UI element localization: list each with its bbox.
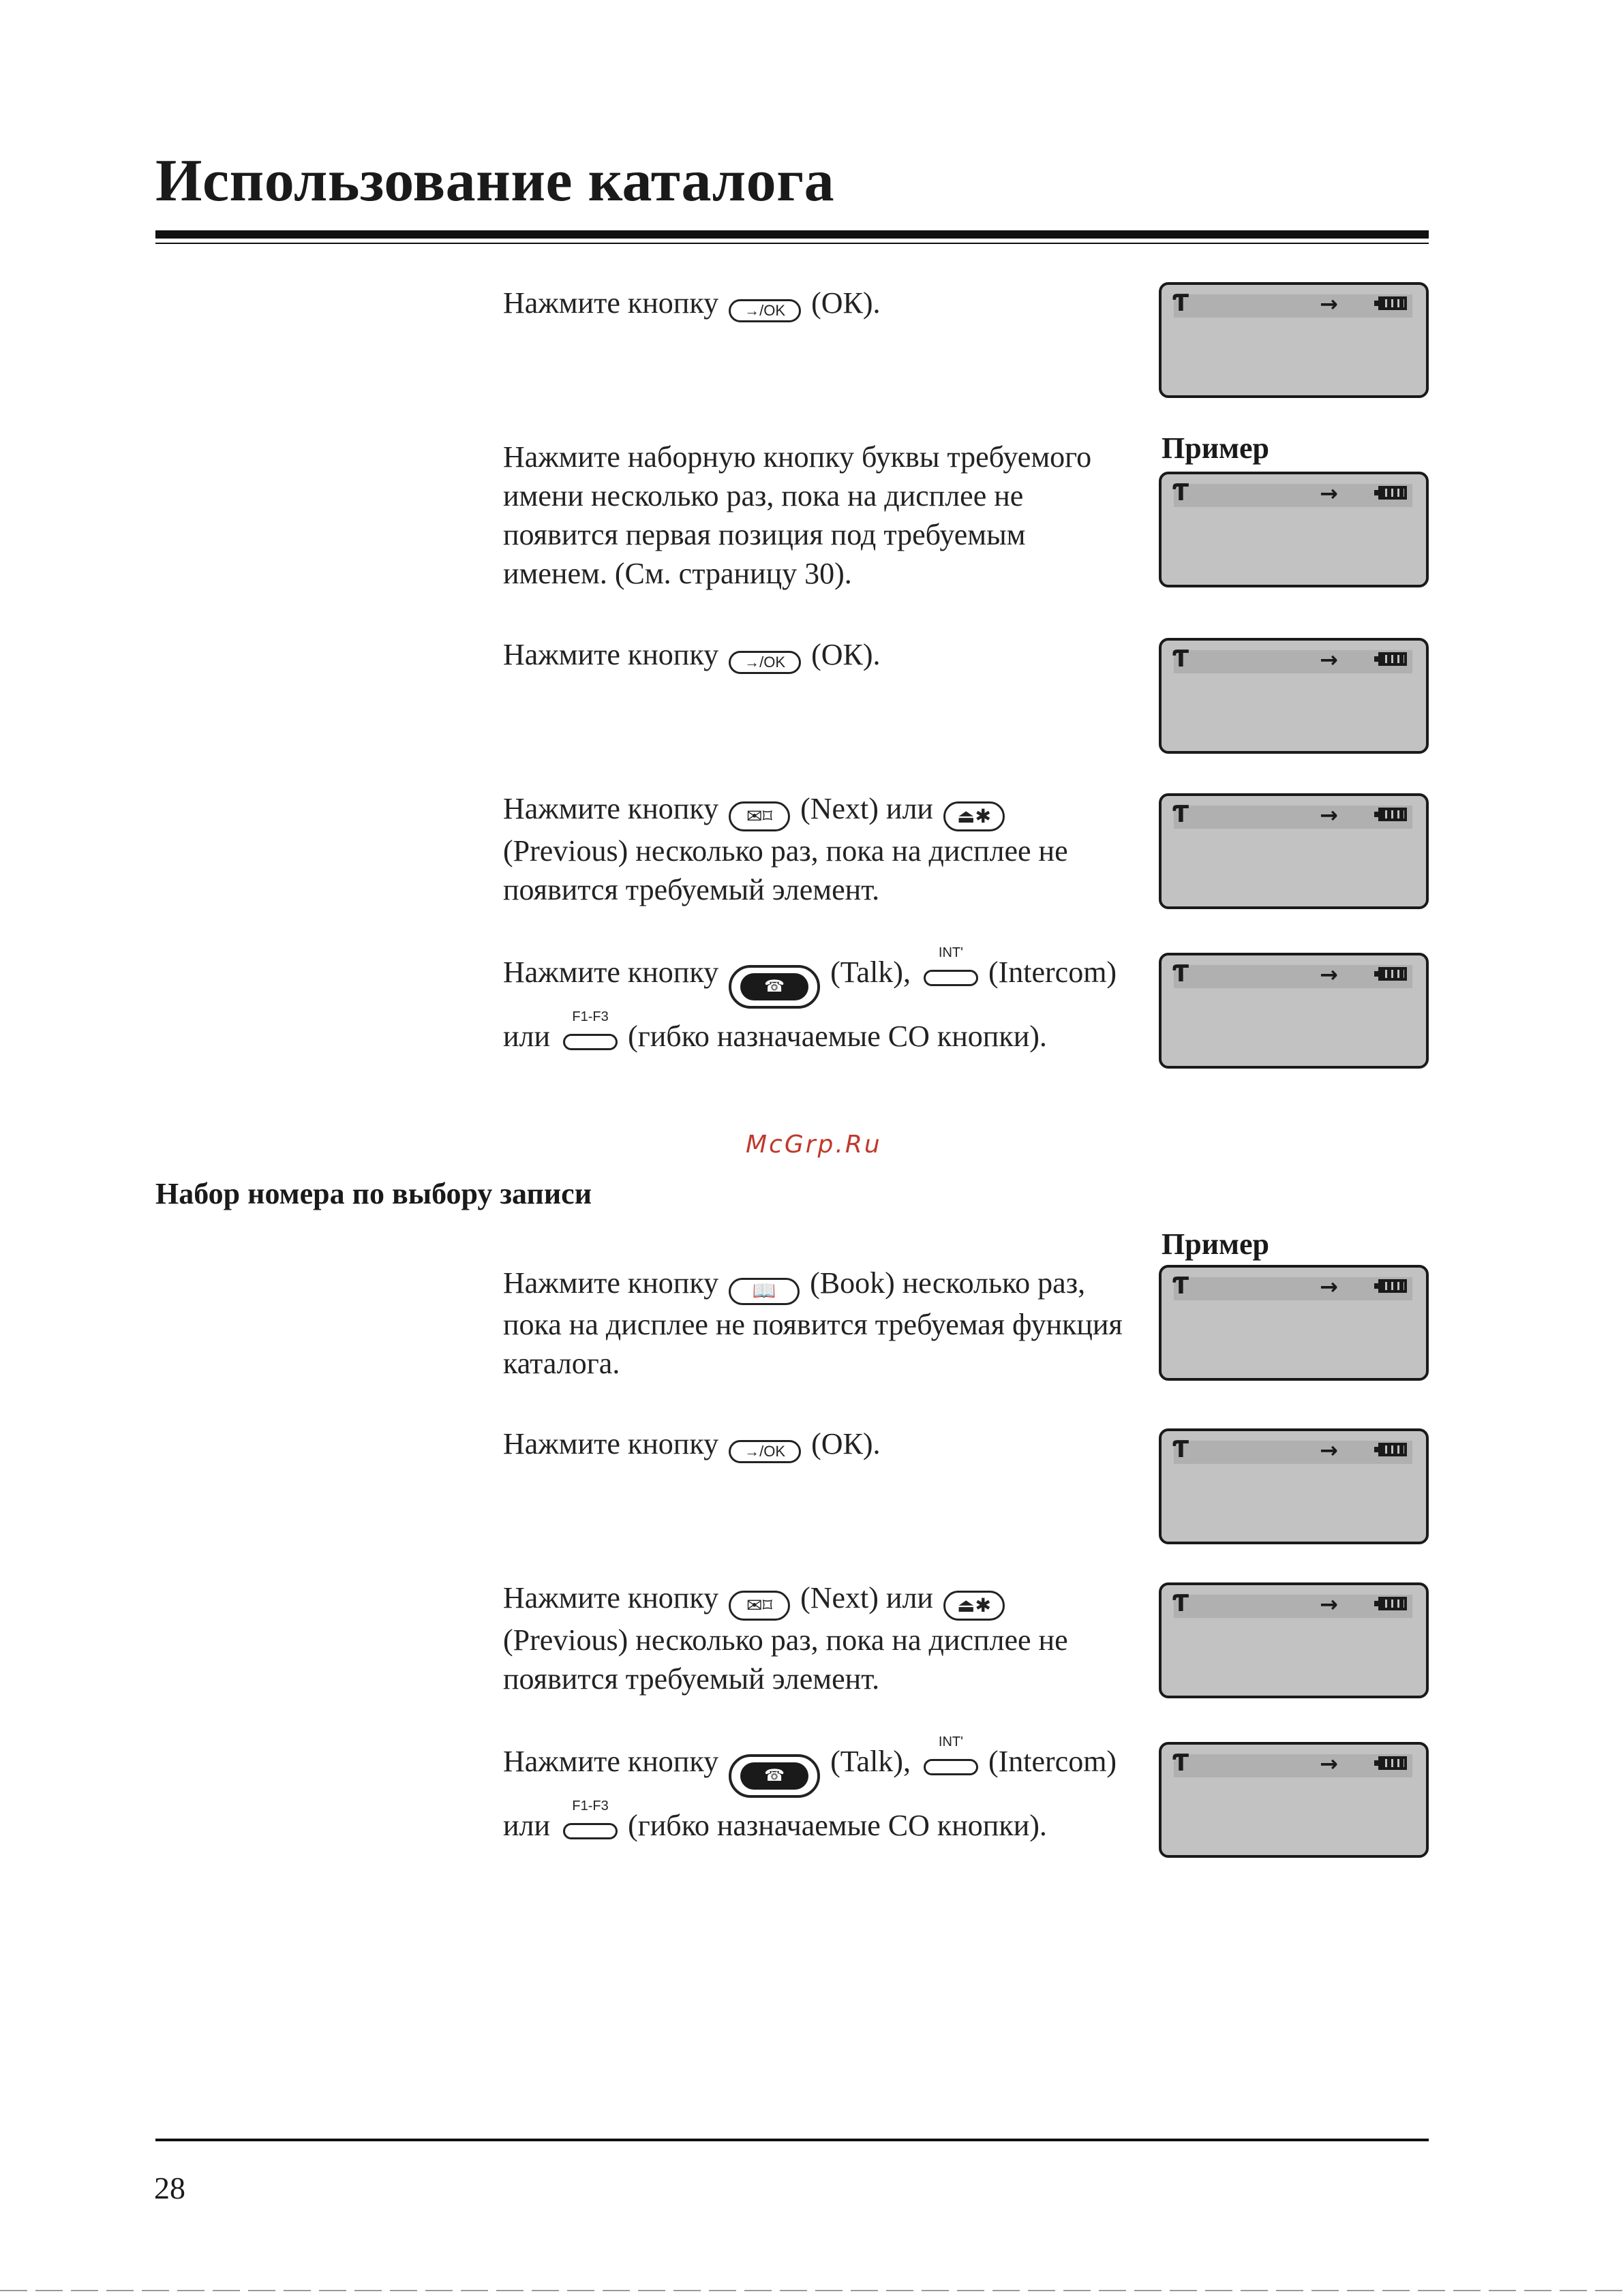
handset-display <box>1159 1582 1429 1698</box>
handset-display <box>1159 793 1429 909</box>
step-next-previous: Нажмите кнопку ✉⌑ (Next) или ⏏✱ (Previous) несколько раз, пока на дисплее не появится требуемый элемент. <box>503 1581 1068 1696</box>
page-edge-dashes <box>0 2290 1623 2291</box>
display-statusbar <box>1174 962 1412 988</box>
antenna-icon: Ƭ <box>1172 960 1189 988</box>
display-statusbar <box>1174 1591 1412 1618</box>
battery-icon <box>1378 1597 1407 1610</box>
battery-icon <box>1378 967 1407 981</box>
arrow-icon: → <box>1320 802 1338 828</box>
intercom-key-icon: INT' <box>924 1759 978 1775</box>
ok-key-icon: →/OK <box>729 299 801 322</box>
display-statusbar <box>1174 1437 1412 1464</box>
step-talk-intercom: Нажмите кнопку ☎ (Talk), INT' (Intercom) или F1-F3 (гибко назначаемые СО кнопки). <box>503 1734 1117 1842</box>
handset-icon: ☎ <box>740 973 808 1000</box>
intercom-key-icon: INT' <box>924 970 978 986</box>
battery-icon <box>1378 486 1407 500</box>
arrow-icon: → <box>1320 1591 1338 1617</box>
example-label: Пример <box>1162 1227 1270 1261</box>
arrow-icon: → <box>1320 291 1338 317</box>
battery-icon <box>1378 1443 1407 1456</box>
arrow-icon: → <box>1320 1274 1338 1300</box>
step-talk-intercom: Нажмите кнопку ☎ (Talk), INT' (Intercom) или F1-F3 (гибко назначаемые СО кнопки). <box>503 945 1117 1053</box>
f1-f3-key-icon: F1-F3 <box>563 1823 618 1839</box>
display-statusbar <box>1174 1274 1412 1300</box>
ok-key-icon: →/OK <box>729 651 801 674</box>
arrow-icon: → <box>1320 647 1338 673</box>
arrow-icon: → <box>1320 1751 1338 1777</box>
arrow-icon: → <box>1320 480 1338 506</box>
display-statusbar <box>1174 480 1412 507</box>
handset-display <box>1159 953 1429 1069</box>
previous-key-icon: ⏏✱ <box>943 801 1005 831</box>
step-press-letter-key: Нажмите наборную кнопку буквы требуемого имени несколько раз, пока на дисплее не появится первая позиция под требуемым именем. (См. страницу 30). <box>503 440 1092 590</box>
page-title: Использование каталога <box>155 148 835 214</box>
handset-display <box>1159 1742 1429 1858</box>
handset-icon: ☎ <box>740 1762 808 1790</box>
antenna-icon: Ƭ <box>1172 1272 1189 1300</box>
step-press-ok-2: Нажмите кнопку →/OK (ОК). <box>503 635 1130 674</box>
display-statusbar <box>1174 647 1412 673</box>
handset-display <box>1159 282 1429 398</box>
example-label: Пример <box>1162 431 1270 465</box>
antenna-icon: Ƭ <box>1172 1436 1189 1463</box>
display-statusbar <box>1174 1751 1412 1777</box>
step-next-previous: Нажмите кнопку ✉⌑ (Next) или ⏏✱ (Previous) несколько раз, пока на дисплее не появится требуемый элемент. <box>503 792 1068 906</box>
display-statusbar <box>1174 806 1412 829</box>
page-number: 28 <box>154 2171 185 2205</box>
battery-icon <box>1378 296 1407 310</box>
antenna-icon: Ƭ <box>1172 479 1189 506</box>
previous-key-icon: ⏏✱ <box>943 1591 1005 1621</box>
talk-key-icon <box>729 965 820 1009</box>
battery-icon <box>1378 1756 1407 1770</box>
step-press-ok-1: Нажмите кнопку →/OK (ОК). <box>503 284 1130 322</box>
antenna-icon: Ƭ <box>1172 645 1189 673</box>
arrow-icon: → <box>1320 962 1338 988</box>
battery-icon <box>1378 652 1407 666</box>
section-heading: Набор номера по выбору записи <box>155 1177 592 1210</box>
step-press-ok-3: Нажмите кнопку →/OK (ОК). <box>503 1424 1130 1463</box>
battery-icon <box>1378 808 1407 821</box>
antenna-icon: Ƭ <box>1172 1590 1189 1617</box>
handset-display <box>1159 472 1429 587</box>
antenna-icon: Ƭ <box>1172 290 1189 317</box>
display-statusbar <box>1172 290 1412 318</box>
book-key-icon: 📖 <box>729 1278 800 1305</box>
title-rule-thin <box>155 243 1429 244</box>
handset-display <box>1159 1265 1429 1381</box>
ok-key-icon: →/OK <box>729 1440 801 1463</box>
f1-f3-key-icon: F1-F3 <box>563 1034 618 1050</box>
handset-display <box>1159 1428 1429 1544</box>
watermark-text: McGrp.Ru <box>746 1131 882 1159</box>
antenna-icon: Ƭ <box>1172 1749 1189 1777</box>
arrow-icon: → <box>1320 1437 1338 1463</box>
footer-rule <box>155 2139 1429 2141</box>
next-key-icon: ✉⌑ <box>729 1591 790 1621</box>
battery-icon <box>1378 1279 1407 1293</box>
title-rule-thick <box>155 230 1429 239</box>
antenna-icon: Ƭ <box>1172 801 1189 828</box>
next-key-icon: ✉⌑ <box>729 801 790 831</box>
step-press-book: Нажмите кнопку 📖 (Book) несколько раз, пока на дисплее не появится требуемая функция каталога. <box>503 1266 1123 1380</box>
talk-key-icon <box>729 1754 820 1798</box>
handset-display <box>1159 638 1429 754</box>
